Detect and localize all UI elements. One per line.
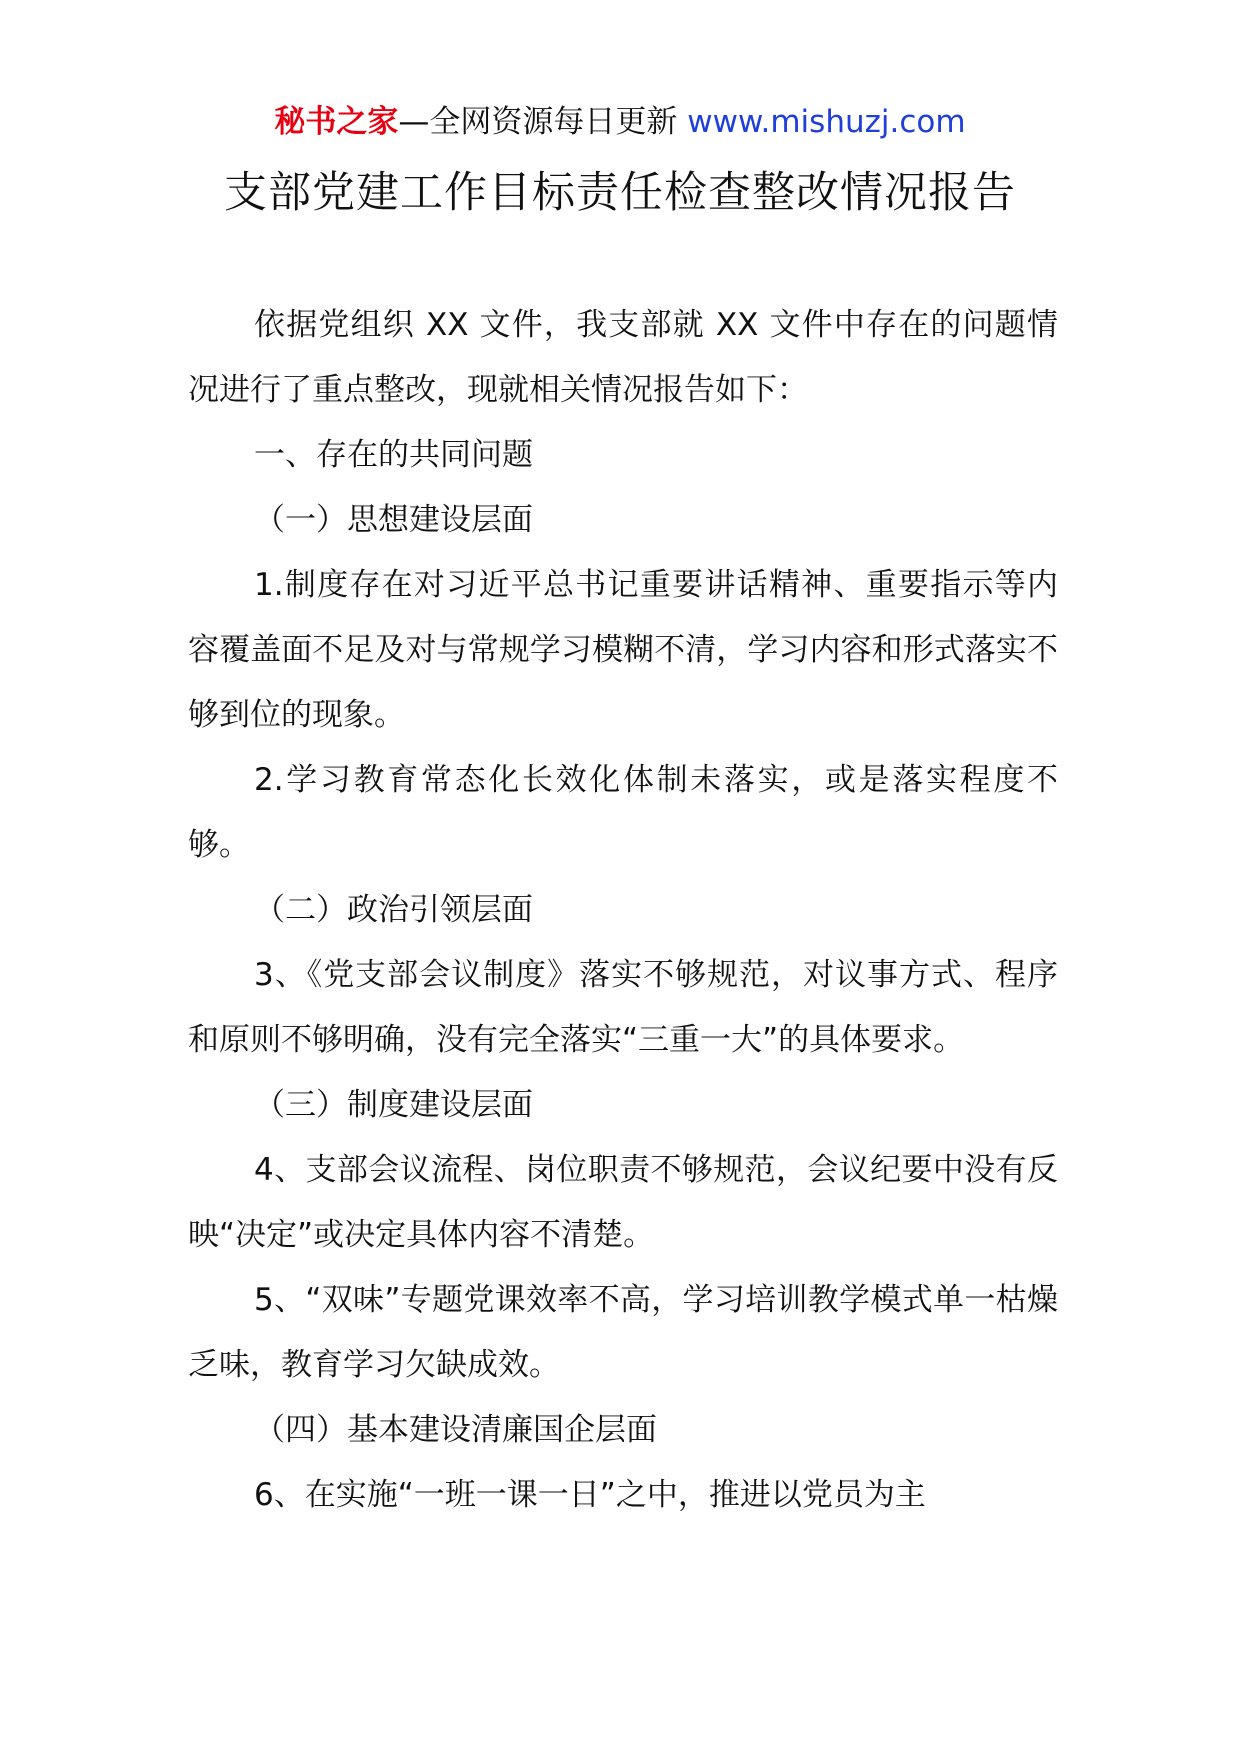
issue-paragraph-6: 6、在实施“一班一课一日”之中，推进以党员为主 bbox=[254, 1477, 926, 1513]
intro-paragraph: 依据党组织 XX 文件，我支部就 XX 文件中存在的问题情况进行了重点整改，现就相关情况报告如下： bbox=[188, 307, 1058, 408]
site-header bbox=[0, 100, 1240, 144]
subsection-heading-1: （一）思想建设层面 bbox=[254, 502, 533, 538]
issue-paragraph-2: 2.学习教育常态化长效化体制未落实，或是落实程度不够。 bbox=[188, 762, 1058, 863]
issue-paragraph-3: 3、《党支部会议制度》落实不够规范，对议事方式、程序和原则不够明确，没有完全落实“三重一大”的具体要求。 bbox=[188, 957, 1058, 1058]
subsection-heading-2: （二）政治引领层面 bbox=[254, 892, 533, 928]
document-title: 支部党建工作目标责任检查整改情况报告 bbox=[224, 168, 1016, 218]
subsection-heading-4: （四）基本建设清廉国企层面 bbox=[254, 1412, 657, 1448]
issue-paragraph-4: 4、支部会议流程、岗位职责不够规范，会议纪要中没有反映“决定”或决定具体内容不清楚。 bbox=[188, 1152, 1058, 1253]
document-body bbox=[188, 293, 1058, 1528]
section-heading-1: 一、存在的共同问题 bbox=[254, 437, 533, 473]
issue-paragraph-5: 5、“双味”专题党课效率不高，学习培训教学模式单一枯燥乏味，教育学习欠缺成效。 bbox=[188, 1282, 1058, 1383]
brand-name: 秘书之家 bbox=[274, 104, 399, 140]
subsection-heading-3: （三）制度建设层面 bbox=[254, 1087, 533, 1123]
site-url-link[interactable]: www.mishuzj.com bbox=[687, 104, 966, 140]
site-slogan: —全网资源每日更新 bbox=[398, 104, 688, 140]
issue-paragraph-1: 1.制度存在对习近平总书记重要讲话精神、重要指示等内容覆盖面不足及对与常规学习模糊不清，学习内容和形式落实不够到位的现象。 bbox=[188, 567, 1058, 733]
